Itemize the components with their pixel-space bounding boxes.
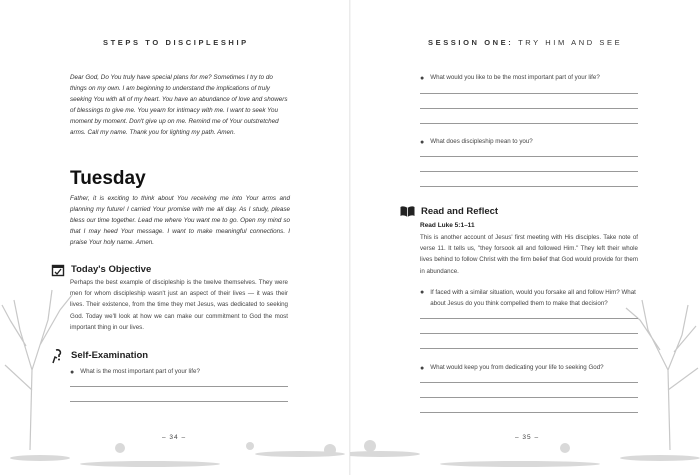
question-4 [420, 364, 642, 372]
self-exam-title: Self-Examination [71, 350, 149, 361]
question-text: What is the most important part of your life? [80, 368, 200, 375]
question-1 [420, 74, 642, 82]
objective-header [50, 262, 151, 277]
page-number: – 35 – [515, 434, 540, 441]
opening-prayer: Dear God, Do You truly have special plans for me? Sometimes I try to do things on my own. I am beginning to understand the implications of truly seeking You with all of my heart. You have an abundance of love and showers of blessings to give me. You yearn for intimacy with me. I want to seek You moment by moment. Don't give up on me. Remind me of Your outstretched arms. Call my name. Thank you for lighting my path. Amen. [70, 74, 288, 137]
question-text: If faced with a similar situation, would you forsake all and follow Him? What about Jesus do you think compelled them to make that decision? [430, 289, 636, 307]
question-text: What would you like to be the most important part of your life? [430, 74, 600, 81]
bullet-icon: ● [420, 75, 425, 82]
running-head: STEPS TO DISCIPLESHIP [103, 38, 249, 47]
objective-body: Perhaps the best example of discipleship is the twelve themselves. They were men for whom discipleship wasn't just an aspect of their lives — it was their lives. Their existence, from the time they met Jesus, was dedicated to seeking God. Today we'll look at how we can make our commitment to God the most important thing in our lives. [70, 279, 288, 331]
running-head-bold: SESSION ONE: [428, 38, 514, 47]
question-2 [420, 138, 642, 146]
answer-lines[interactable] [420, 318, 638, 349]
read-reflect-body: This is another account of Jesus' first meeting with His disciples. Take note of verse 11. It tells us, "they forsook all and followed Him." They left their whole lives behind to follow Christ with the firm belief that God would provide for them in abundance. [420, 234, 638, 275]
read-reflect-header [400, 204, 498, 219]
question-text: What does discipleship mean to you? [430, 138, 533, 145]
open-book-icon [400, 204, 415, 219]
answer-lines[interactable] [70, 386, 288, 402]
page-number: – 34 – [162, 434, 187, 441]
self-exam-header [50, 348, 148, 363]
running-head-light: TRY HIM AND SEE [518, 38, 623, 47]
ground-illustration-left [0, 440, 350, 475]
calendar-icon [50, 262, 65, 277]
answer-lines[interactable] [420, 382, 638, 413]
objective-title: Today's Objective [71, 264, 152, 275]
bullet-icon: ● [420, 139, 425, 146]
right-page [350, 0, 700, 475]
bullet-icon: ● [70, 369, 75, 376]
day-title: Tuesday [70, 168, 146, 189]
bullet-icon: ● [420, 289, 425, 296]
thinking-person-icon [50, 348, 65, 363]
running-head [428, 38, 622, 47]
read-reflect-title: Read and Reflect [421, 206, 499, 217]
answer-lines[interactable] [420, 156, 638, 187]
question-text: What would keep you from dedicating your life to seeking God? [430, 364, 604, 371]
ground-illustration-right [350, 440, 700, 475]
bullet-icon: ● [420, 365, 425, 372]
question-3 [420, 288, 642, 309]
day-prayer: Father, it is exciting to think about You receiving me into Your arms and planning my future! I carried Your promise with me all day. As I study, please bless our time together. Lead me where You want me to go. Open my mind so that I may heed Your message. I want to make meaningful connections. I praise Your holy name. Amen. [70, 195, 290, 247]
self-exam-question [70, 368, 288, 376]
scripture-reference: Read Luke 5:1–11 [420, 222, 475, 229]
answer-lines[interactable] [420, 93, 638, 124]
